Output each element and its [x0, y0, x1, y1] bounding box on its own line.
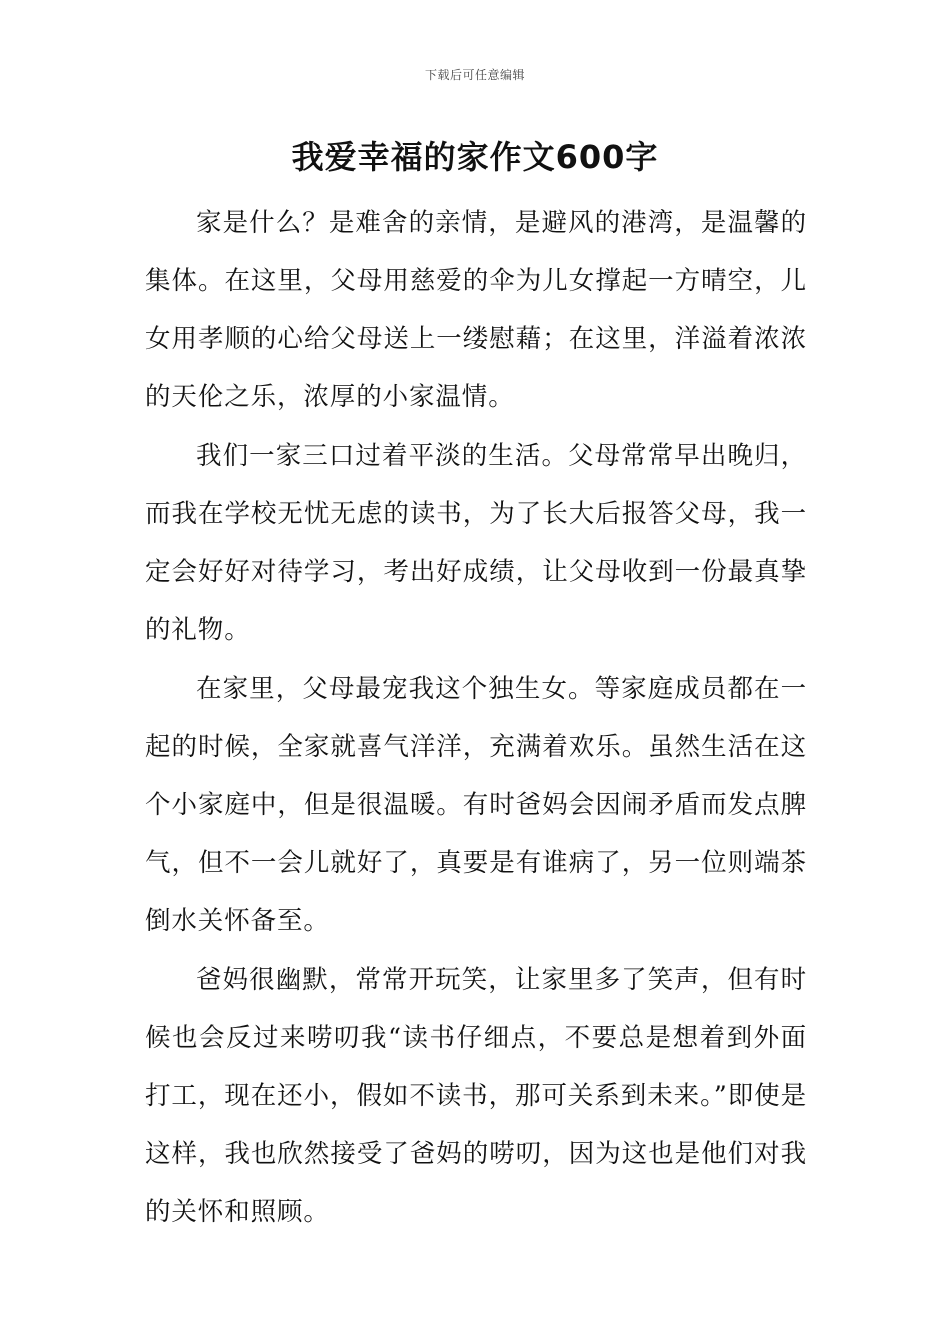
paragraph-3: 在家里，父母最宠我这个独生女。等家庭成员都在一起的时候，全家就喜气洋洋，充满着欢乐。虽然生活在这个小家庭中，但是很温暖。有时爸妈会因闹矛盾而发点脾气，但不一会儿就好了，真要是有谁病了，另一位则端茶倒水关怀备至。 [145, 674, 807, 936]
document-title: 我爱幸福的家作文600字 [291, 138, 659, 176]
paragraph-1: 家是什么？是难舍的亲情，是避风的港湾，是温馨的集体。在这里，父母用慈爱的伞为儿女撑起一方晴空，儿女用孝顺的心给父母送上一缕慰藉；在这里，洋溢着浓浓的天伦之乐，浓厚的小家温情。 [145, 208, 807, 412]
paragraph-4: 爸妈很幽默，常常开玩笑，让家里多了笑声，但有时候也会反过来唠叨我“读书仔细点，不要总是想着到外面打工，现在还小，假如不读书，那可关系到未来。”即使是这样，我也欣然接受了爸妈的唠叨，因为这也是他们对我的关怀和照顾。 [145, 965, 807, 1227]
header-note: 下载后可任意编辑 [424, 68, 525, 82]
document-body [145, 194, 807, 1242]
paragraph-2: 我们一家三口过着平淡的生活。父母常常早出晚归，而我在学校无忧无虑的读书，为了长大后报答父母，我一定会好好对待学习，考出好成绩，让父母收到一份最真挚的礼物。 [145, 441, 807, 645]
